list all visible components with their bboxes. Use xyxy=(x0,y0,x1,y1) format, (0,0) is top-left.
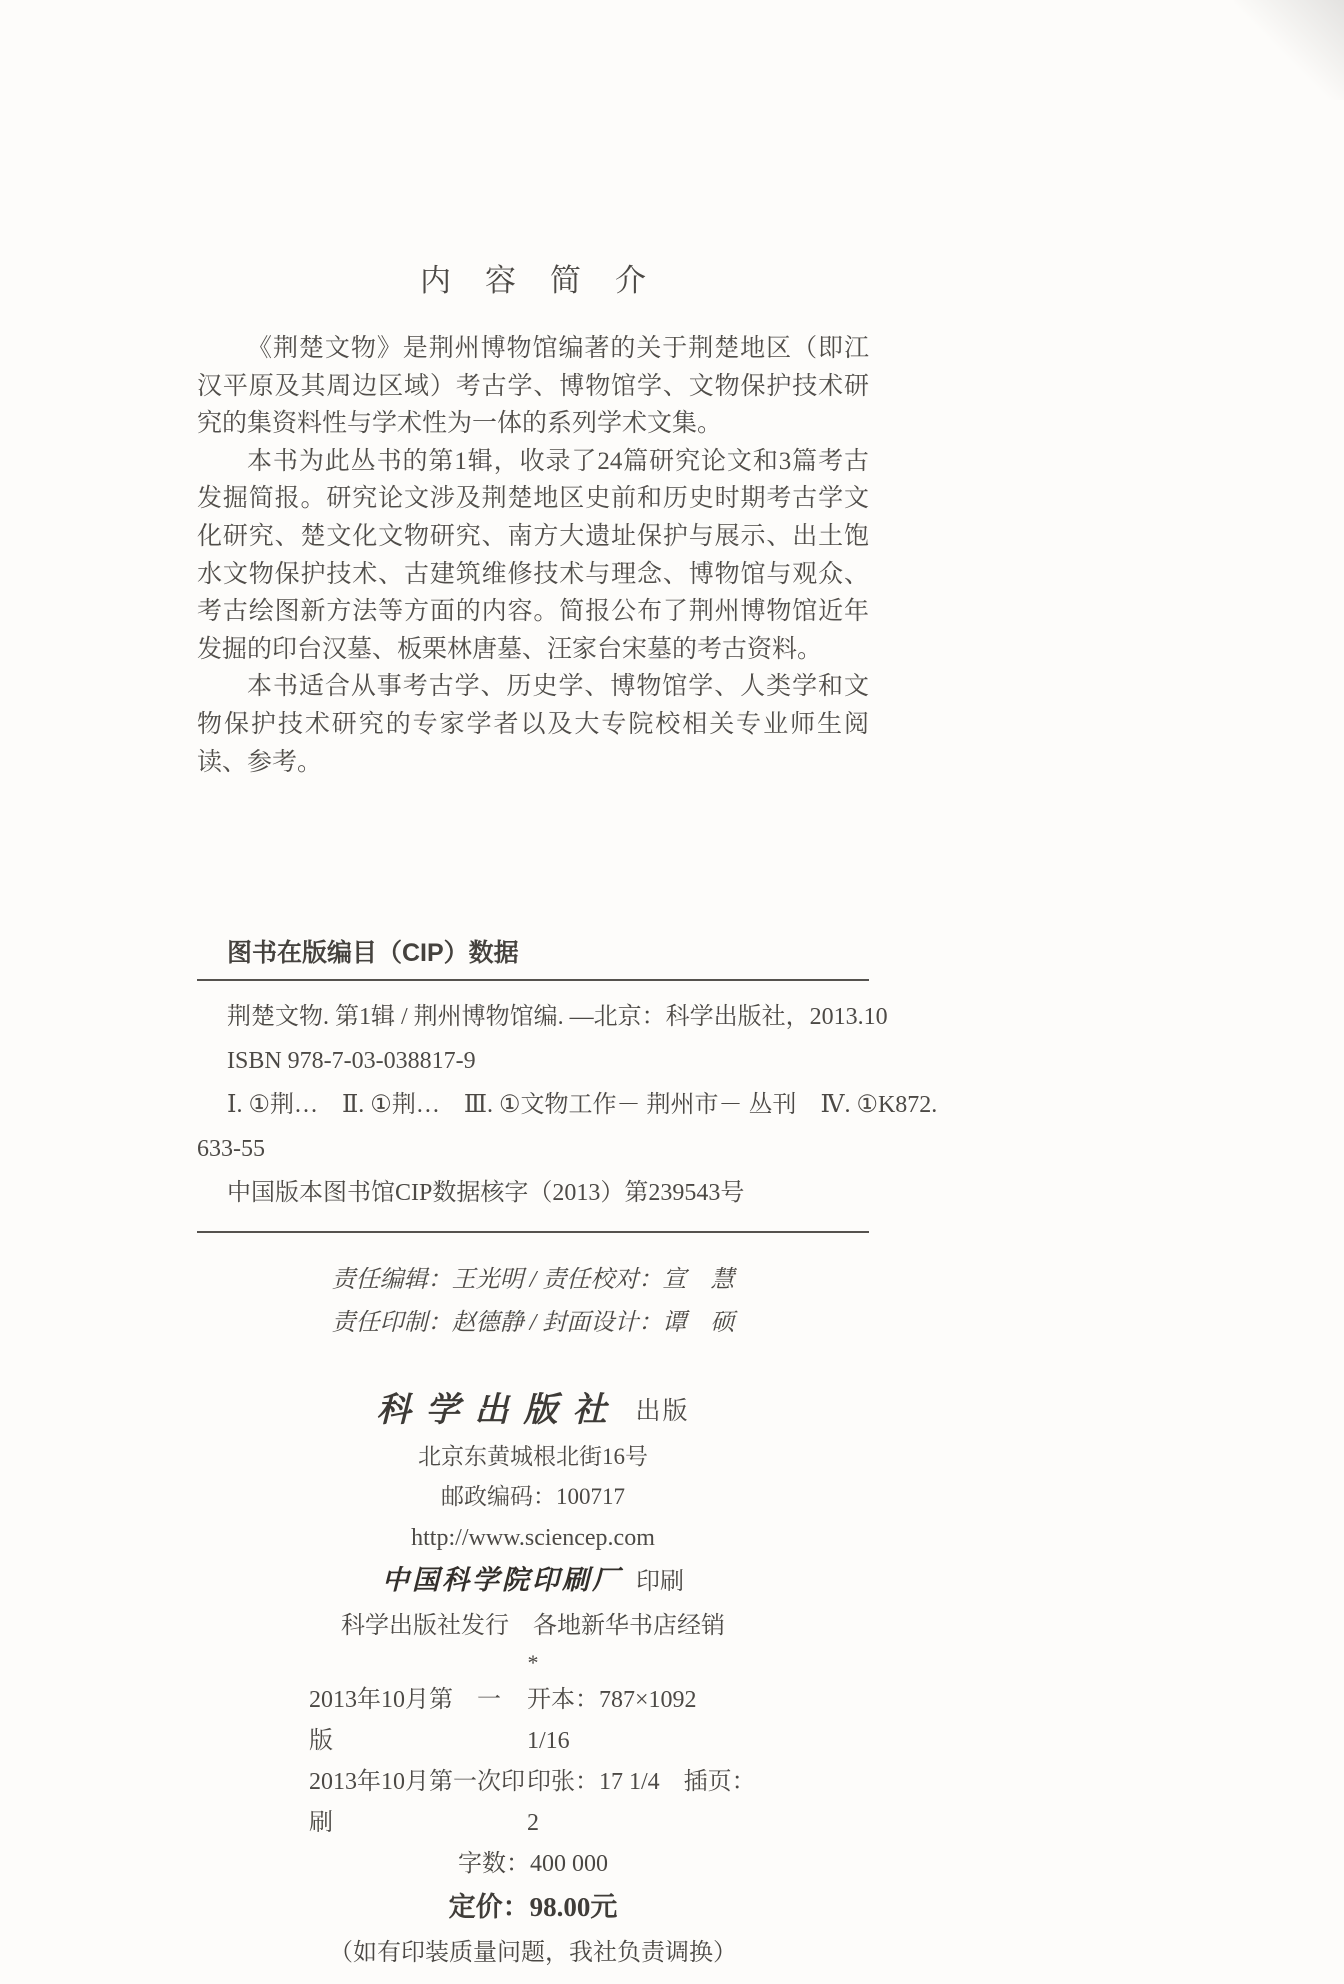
publisher-postcode: 邮政编码：100717 xyxy=(441,1484,625,1510)
edition-details xyxy=(309,1680,757,1844)
credits-editor-line: 责任编辑：王光明 / 责任校对：宣 慧 xyxy=(331,1267,735,1294)
distribution-line: 科学出版社发行 各地新华书店经销 xyxy=(341,1613,725,1640)
printer-logotype: 中国科学院印刷厂 xyxy=(382,1565,622,1596)
price-value: 98.00元 xyxy=(529,1892,618,1923)
publisher-website: http://www.sciencep.com xyxy=(411,1525,655,1552)
print-suffix-label: 印刷 xyxy=(636,1569,684,1596)
cip-classification-line: Ⅰ. ①荆… Ⅱ. ①荆… Ⅲ. ①文物工作－ 荆州市－ 丛刊 Ⅳ. ①K872. xyxy=(227,1092,938,1119)
cip-isbn-line: ISBN 978-7-03-038817-9 xyxy=(227,1048,476,1075)
intro-paragraph: 本书适合从事考古学、历史学、博物馆学、人类学和文物保护技术研究的专家学者以及大专院校相关专业师生阅读、参考。 xyxy=(197,673,869,776)
publishing-info xyxy=(197,1389,869,1976)
cip-heading: 图书在版编目（CIP）数据 xyxy=(227,939,519,968)
cip-lines xyxy=(197,981,938,1231)
printer-line xyxy=(197,1559,869,1606)
publish-suffix-label: 出版 xyxy=(635,1398,690,1426)
price-label: 定价： xyxy=(448,1892,530,1923)
intro-paragraph: 本书为此丛书的第1辑，收录了24篇研究论文和3篇考古发掘简报。研究论文涉及荆楚地区史前和历史时期考古学文化研究、楚文化文物研究、南方大遗址保护与展示、出土饱水文物保护技术、古建筑维修技术与理念、博物馆与观众、考古绘图新方法等方面的内容。简报公布了荆州博物馆近年发掘的印台汉墓、板栗林唐墓、汪家台宋墓的考古资料。 xyxy=(197,447,869,663)
sheets-line: 印张：17 1/4 插页：2 xyxy=(527,1769,756,1837)
quality-exchange-note: （如有印装质量问题，我社负责调换） xyxy=(329,1940,737,1967)
page-content xyxy=(197,255,938,1976)
publisher-logotype: 科学出版社 xyxy=(376,1392,622,1430)
intro-paragraph: 《荆楚文物》是荆州博物馆编著的关于荆楚地区（即江汉平原及其周边区域）考古学、博物馆学、文物保护技术研究的集资料性与学术性为一体的系列学术文集。 xyxy=(197,335,869,438)
content-introduction xyxy=(197,330,869,781)
divider-asterisk: * xyxy=(527,1650,539,1676)
publisher-line xyxy=(197,1389,869,1437)
staff-credits-inner xyxy=(332,1259,735,1345)
price-line xyxy=(197,1884,869,1930)
printing-date-line: 2013年10月第一次印刷 xyxy=(309,1769,525,1837)
staff-credits xyxy=(197,1259,869,1345)
cip-classification-continuation: 633-55 xyxy=(197,1136,265,1163)
cip-data-block xyxy=(197,933,938,1233)
credits-printing-line: 责任印制：赵德静 / 封面设计：谭 硕 xyxy=(331,1310,735,1337)
publisher-address: 北京东黄城根北街16号 xyxy=(418,1444,648,1470)
cip-bibliography-line: 荆楚文物. 第1辑 / 荆州博物馆编. —北京：科学出版社，2013.10 xyxy=(227,1004,888,1031)
cip-record-number-line: 中国版本图书馆CIP数据核字（2013）第239543号 xyxy=(227,1180,745,1207)
page-title: 内容简介 xyxy=(420,263,680,298)
scan-corner-shadow xyxy=(1234,0,1344,100)
format-line: 开本：787×1092 1/16 xyxy=(527,1687,721,1755)
word-count-line: 字数：400 000 xyxy=(458,1851,608,1878)
edition-date-line: 2013年10月第 一 版 xyxy=(309,1687,525,1755)
cip-bottom-rule xyxy=(197,1231,869,1233)
